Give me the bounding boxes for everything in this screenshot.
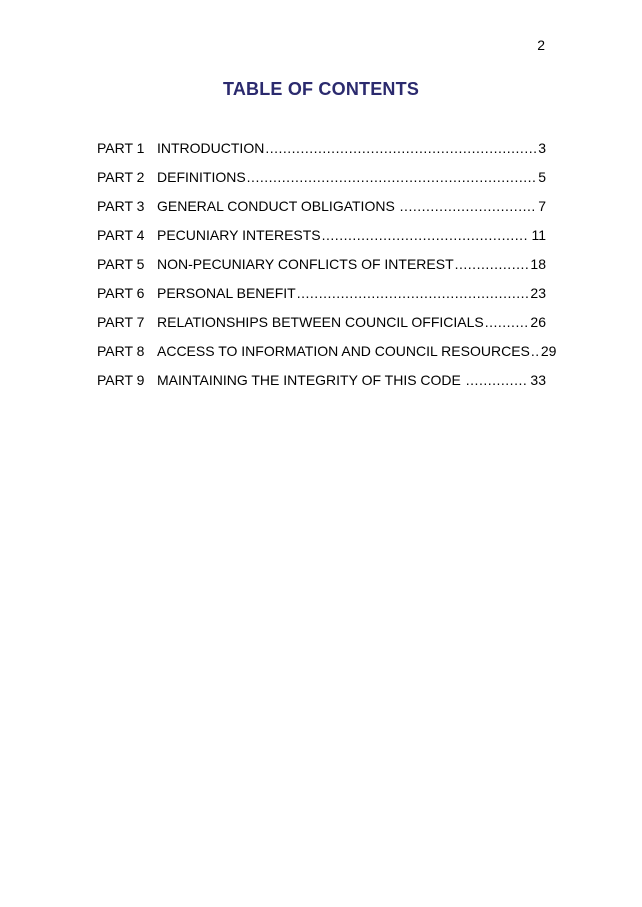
toc-part-label: PART 1 — [97, 140, 145, 156]
toc-part-label: PART 3 — [97, 198, 145, 214]
toc-page-number: 11 — [531, 227, 546, 243]
toc-heading: MAINTAINING THE INTEGRITY OF THIS CODE — [157, 372, 465, 388]
toc-entry-part-5[interactable] — [97, 256, 546, 285]
toc-dot-leader — [466, 372, 529, 389]
toc-heading: PECUNIARY INTERESTS — [157, 227, 321, 243]
toc-dot-leader — [455, 256, 529, 273]
toc-dot-leader — [247, 169, 537, 186]
toc-part-label: PART 9 — [97, 372, 145, 388]
page-number: 2 — [537, 37, 545, 53]
toc-entry-part-1[interactable] — [97, 140, 546, 169]
toc-entry-part-6[interactable] — [97, 285, 546, 314]
toc-dot-leader — [400, 198, 537, 215]
toc-page-number: 7 — [538, 198, 546, 214]
toc-heading: PERSONAL BENEFIT — [157, 285, 296, 301]
toc-heading: DEFINITIONS — [157, 169, 246, 185]
toc-dot-leader — [531, 343, 539, 360]
toc-heading: ACCESS TO INFORMATION AND COUNCIL RESOURCES — [157, 343, 530, 359]
toc-part-label: PART 7 — [97, 314, 145, 330]
toc-heading: NON-PECUNIARY CONFLICTS OF INTEREST — [157, 256, 454, 272]
toc-dot-leader — [265, 140, 536, 157]
toc-part-label: PART 5 — [97, 256, 145, 272]
toc-page-number: 29 — [540, 343, 557, 359]
toc-entry-part-3[interactable] — [97, 198, 546, 227]
toc-entry-part-9[interactable] — [97, 372, 546, 401]
toc-page-number: 5 — [538, 169, 546, 185]
toc-entry-part-4[interactable] — [97, 227, 546, 256]
toc-heading: RELATIONSHIPS BETWEEN COUNCIL OFFICIALS — [157, 314, 484, 330]
toc-entry-part-8[interactable] — [97, 343, 557, 372]
toc-heading: INTRODUCTION — [157, 140, 265, 156]
toc-part-label: PART 4 — [97, 227, 145, 243]
toc-part-label: PART 8 — [97, 343, 145, 359]
toc-entry-part-2[interactable] — [97, 169, 546, 198]
toc-page-number: 3 — [538, 140, 546, 156]
toc-page-number: 26 — [530, 314, 546, 330]
toc-part-label: PART 6 — [97, 285, 145, 301]
toc-title: TABLE OF CONTENTS — [222, 79, 420, 99]
toc-dot-leader — [322, 227, 530, 244]
toc-dot-leader — [297, 285, 529, 302]
toc-heading: GENERAL CONDUCT OBLIGATIONS — [157, 198, 399, 214]
toc-page-number: 18 — [530, 256, 546, 272]
toc-part-label: PART 2 — [97, 169, 145, 185]
toc-page-number: 33 — [530, 372, 546, 388]
toc-page-number: 23 — [530, 285, 546, 301]
toc-dot-leader — [485, 314, 529, 331]
toc-list — [97, 140, 557, 401]
toc-entry-part-7[interactable] — [97, 314, 546, 343]
